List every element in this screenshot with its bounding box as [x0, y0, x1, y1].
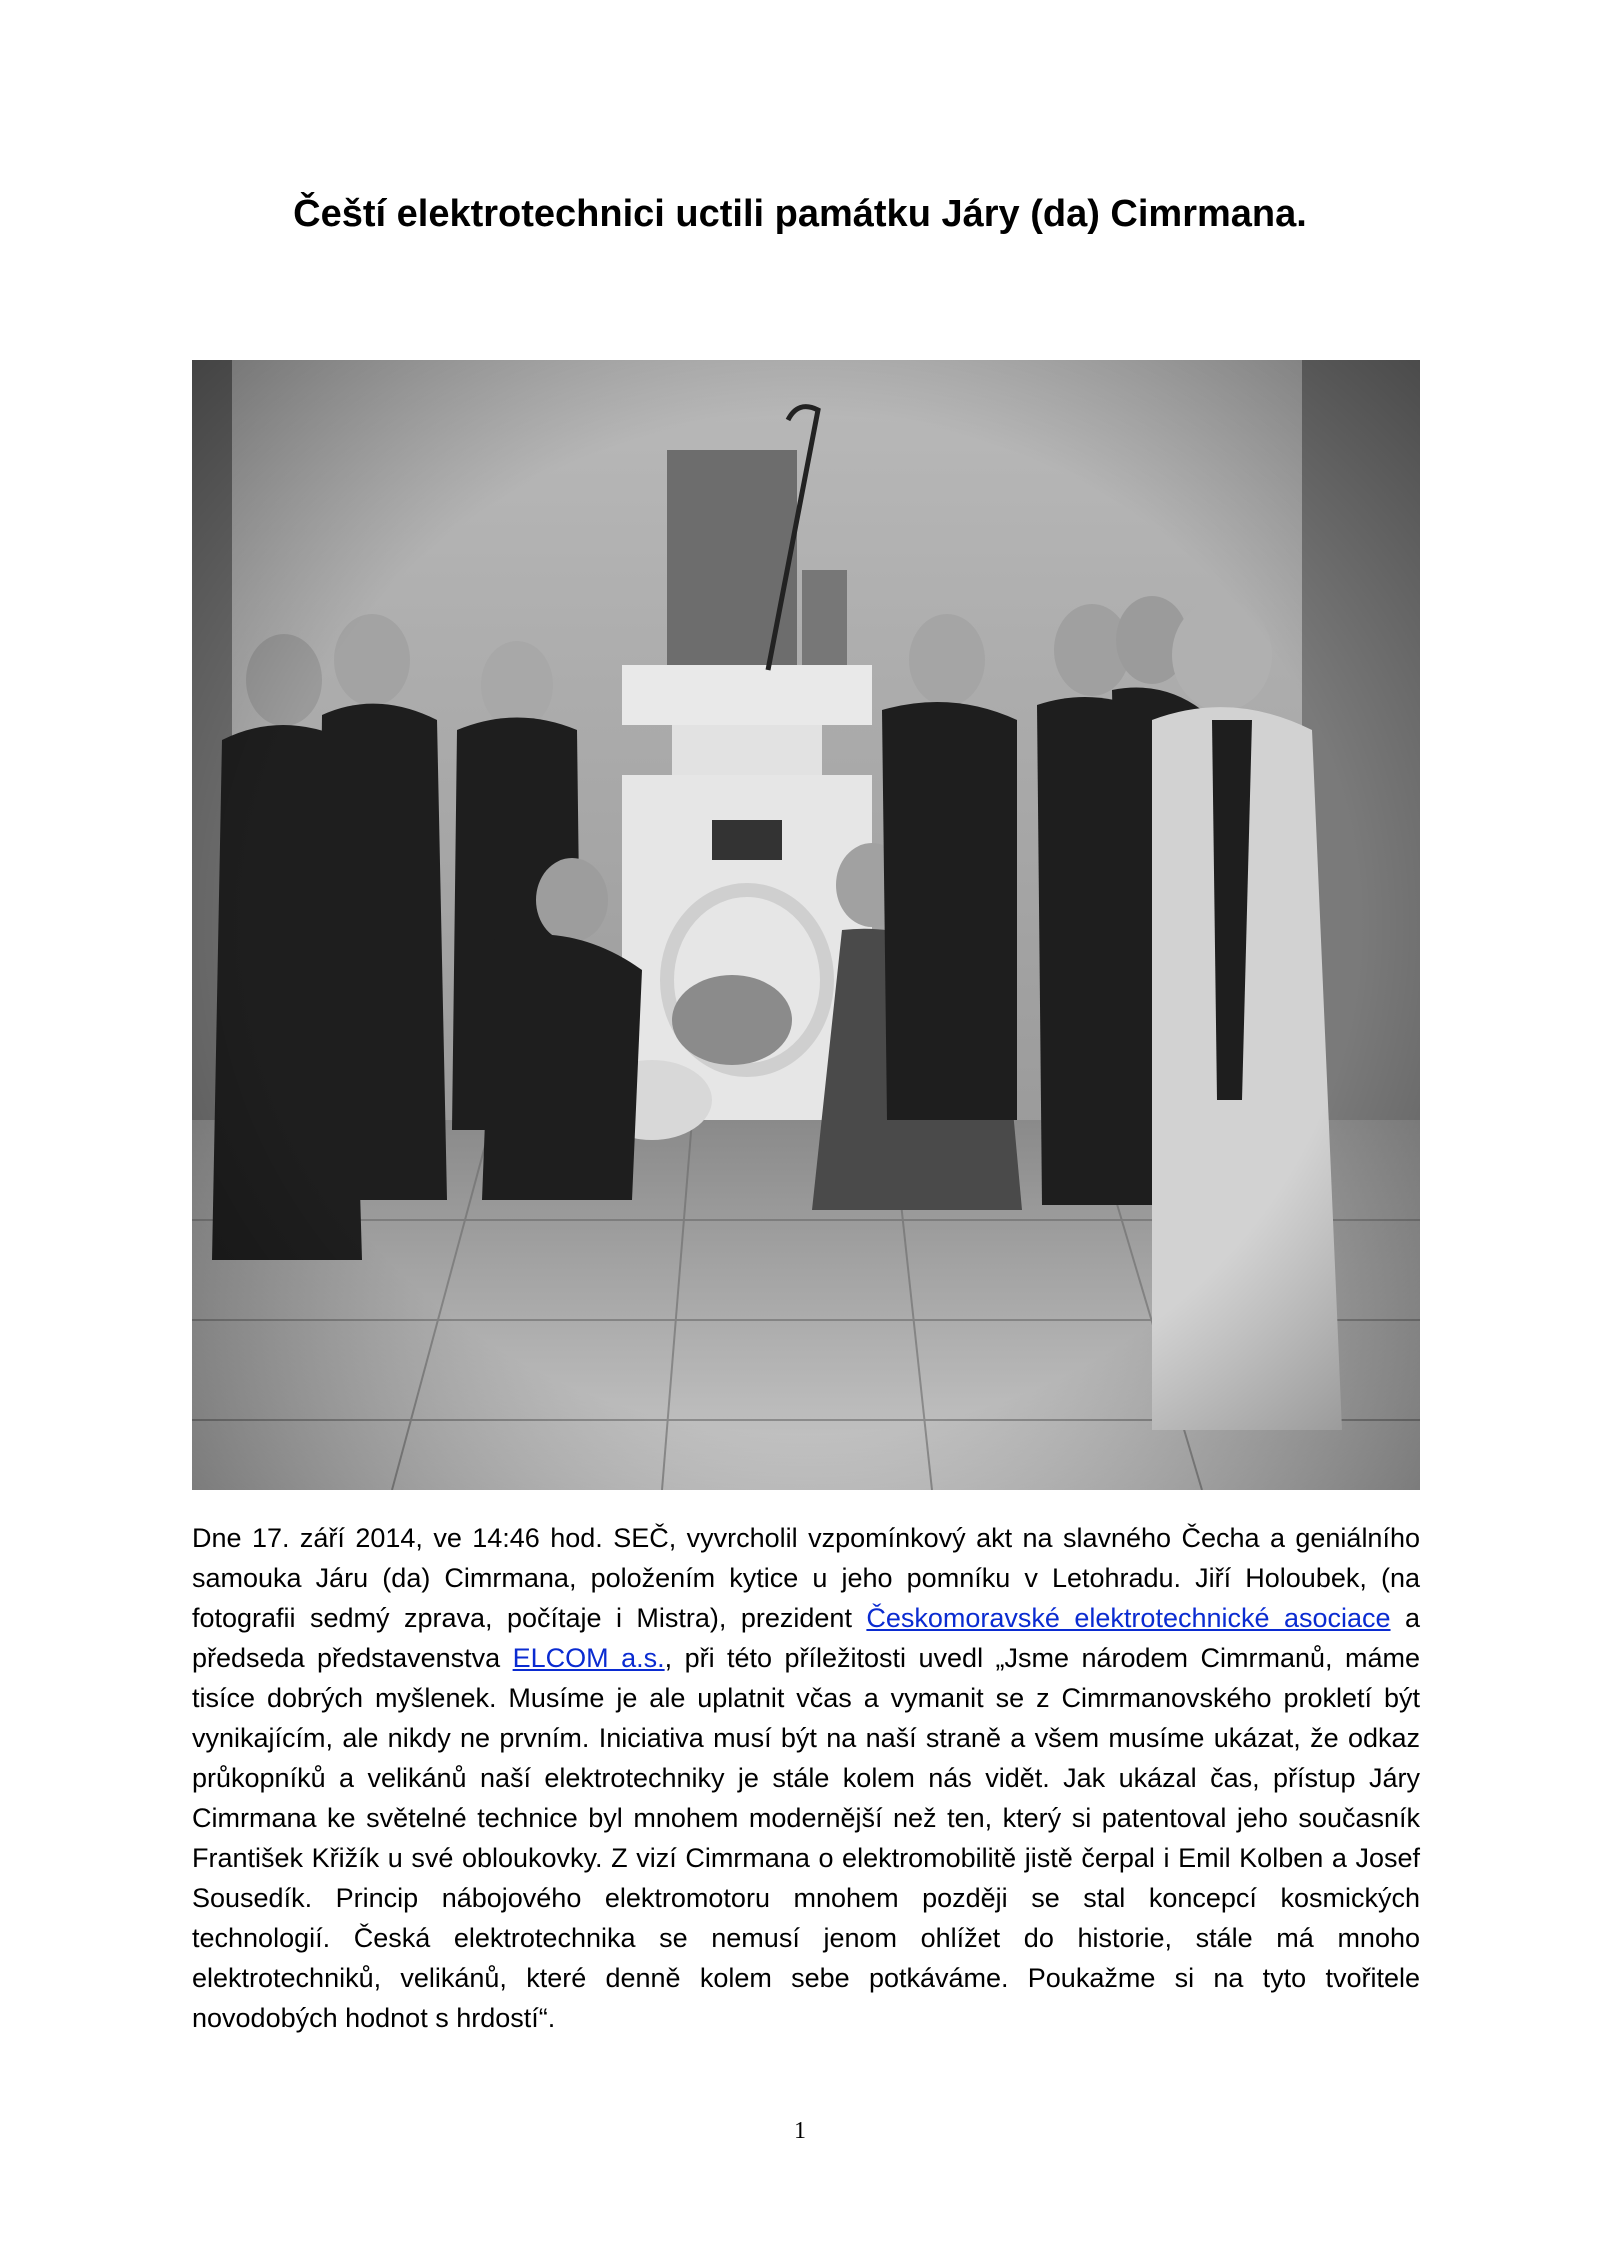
article-body — [192, 1518, 1420, 2038]
monument-photo — [192, 360, 1420, 1490]
cmea-link[interactable]: Českomoravské elektrotechnické asociace — [866, 1603, 1391, 1633]
page-number: 1 — [794, 2118, 806, 2144]
body-text-part3: , při této příležitosti uvedl „Jsme národem Cimrmanů, máme tisíce dobrých myšlenek. Musíme je ale uplatnit včas a vymanit se z Cimrmanovského prokletí být vynikajícím, ale nikdy ne prvním. Iniciativa musí být na naší straně a všem musíme ukázat, že odkaz průkopníků a velikánů naší elektrotechniky je stále kolem nás vidět. Jak ukázal čas, přístup Járy Cimrmana ke světelné technice byl mnohem modernější než ten, který si patentoval jeho současník František Křižík u své obloukovky. Z vizí Cimrmana o elektromobilitě jistě čerpal i Emil Kolben a Josef Sousedík. Princip nábojového elektromotoru mnohem později se stal koncepcí kosmických technologií. Česká elektrotechnika se nemusí jenom ohlížet do historie, stále má mnoho elektrotechniků, velikánů, které denně kolem sebe potkáváme. Poukažme si na tyto tvořitele novodobých hodnot s hrdostí“. — [192, 1643, 1420, 2033]
page-title: Čeští elektrotechnici uctili památku Járy (da) Cimrmana. — [293, 193, 1307, 235]
body-text-part2: a předseda představenstva — [192, 1603, 1420, 1673]
body-text-part1: Dne 17. září 2014, ve 14:46 hod. SEČ, vyvrcholil vzpomínkový akt na slavného Čecha a geniálního samouka Járu (da) Cimrmana, položením kytice u jeho pomníku v Letohradu. Jiří Holoubek, (na fotografii sedmý zprava, počítaje i Mistra), prezident — [192, 1523, 1420, 1633]
photo-caption — [798, 374, 814, 375]
elcom-link[interactable]: ELCOM a.s. — [512, 1643, 665, 1673]
